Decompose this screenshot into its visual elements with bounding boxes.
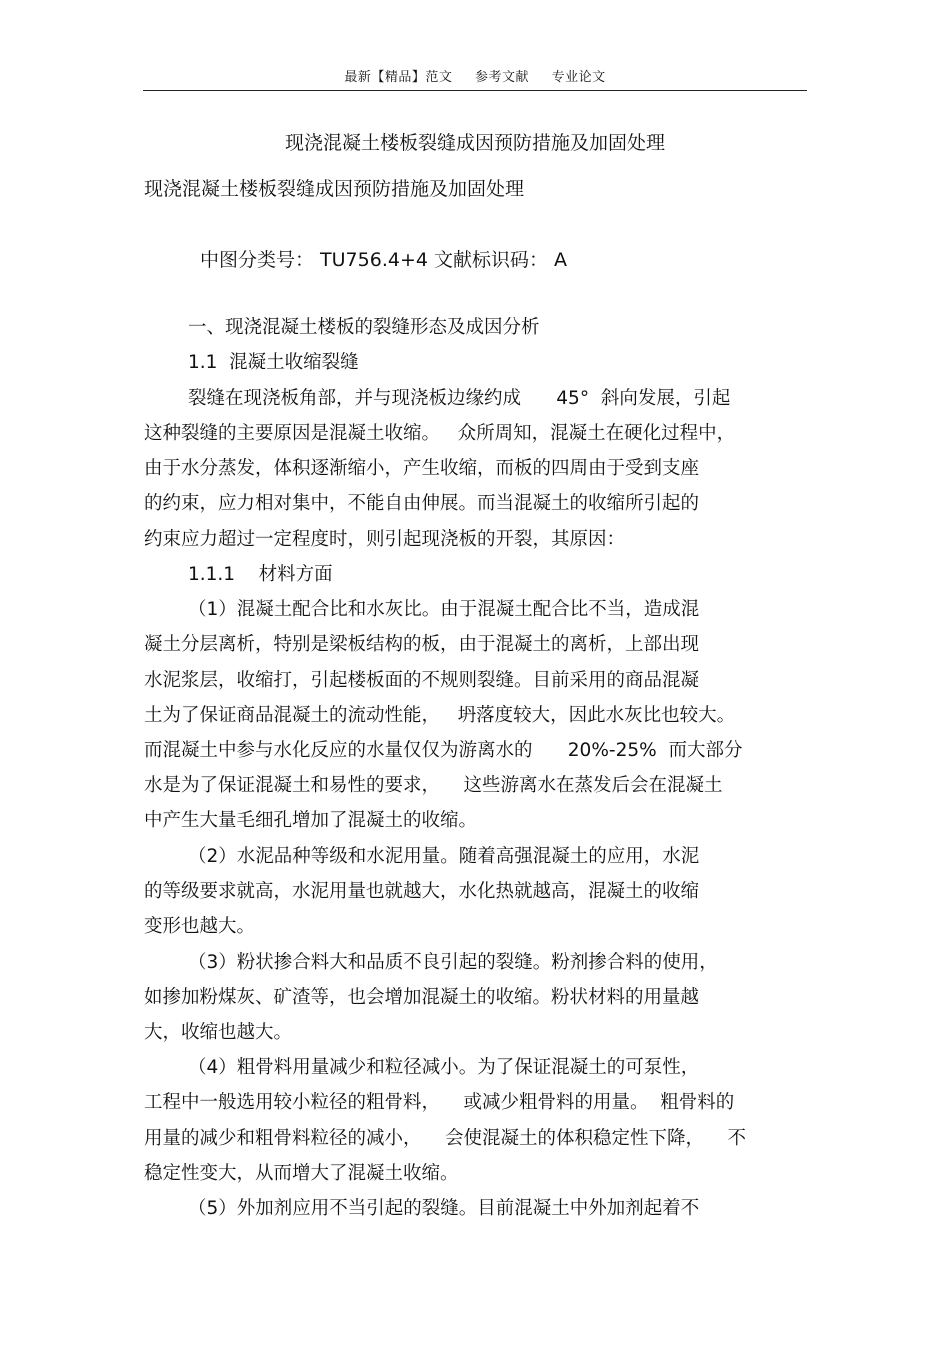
running-header bbox=[0, 66, 950, 85]
paragraph-line: （3）粉状掺合料大和品质不良引起的裂缝。粉剂掺合料的使用， bbox=[188, 952, 718, 973]
subsubsection-heading: 1.1.1 材料方面 bbox=[188, 564, 333, 585]
paragraph-line: 而混凝土中参与水化反应的水量仅仅为游离水的 20%-25% 而大部分 bbox=[144, 740, 743, 761]
section-heading: 一、现浇混凝土楼板的裂缝形态及成因分析 bbox=[188, 317, 540, 338]
paragraph-line: 变形也越大。 bbox=[144, 916, 256, 937]
paragraph-line: 如掺加粉煤灰、矿渣等，也会增加混凝土的收缩。粉状材料的用量越 bbox=[144, 987, 700, 1008]
subsection-heading: 1.1 混凝土收缩裂缝 bbox=[188, 352, 359, 373]
paragraph-line: 稳定性变大，从而增大了混凝土收缩。 bbox=[144, 1163, 459, 1184]
paragraph-line: 约束应力超过一定程度时，则引起现浇板的开裂，其原因： bbox=[144, 529, 626, 550]
paragraph-line: （1）混凝土配合比和水灰比。由于混凝土配合比不当，造成混 bbox=[188, 599, 700, 620]
paragraph-line: 大，收缩也越大。 bbox=[144, 1022, 293, 1043]
paragraph-line: 中产生大量毛细孔增加了混凝土的收缩。 bbox=[144, 810, 478, 831]
paragraph-line: 的等级要求就高，水泥用量也就越大，水化热就越高，混凝土的收缩 bbox=[144, 881, 700, 902]
paragraph-line: 凝土分层离析，特别是梁板结构的板，由于混凝土的离析，上部出现 bbox=[144, 634, 700, 655]
paragraph-line: （4）粗骨料用量减少和粒径减小。为了保证混凝土的可泵性， bbox=[188, 1057, 700, 1078]
document-title-repeat: 现浇混凝土楼板裂缝成因预防措施及加固处理 bbox=[144, 178, 525, 200]
paragraph-line: （5）外加剂应用不当引起的裂缝。目前混凝土中外加剂起着不 bbox=[188, 1198, 700, 1219]
paragraph-line: 的约束，应力相对集中，不能自由伸展。而当混凝土的收缩所引起的 bbox=[144, 493, 700, 514]
header-item-references: 参考文献 bbox=[474, 70, 529, 85]
classification-line: 中图分类号： TU756.4+4 文献标识码： A bbox=[200, 249, 568, 271]
paragraph-line: 工程中一般选用较小粒径的粗骨料， 或减少粗骨料的用量。 粗骨料的 bbox=[144, 1092, 735, 1113]
paragraph-line: 用量的减少和粗骨料粒径的减小， 会使混凝土的体积稳定性下降， 不 bbox=[144, 1128, 747, 1149]
paragraph-line: 这种裂缝的主要原因是混凝土收缩。 众所周知，混凝土在硬化过程中， bbox=[144, 423, 736, 444]
header-item-papers: 专业论文 bbox=[551, 70, 606, 85]
paragraph-line: 水泥浆层，收缩打，引起楼板面的不规则裂缝。目前采用的商品混凝 bbox=[144, 670, 700, 691]
paragraph-line: 裂缝在现浇板角部，并与现浇板边缘约成 45° 斜向发展，引起 bbox=[188, 388, 731, 409]
paragraph-line: （2）水泥品种等级和水泥用量。随着高强混凝土的应用，水泥 bbox=[188, 846, 700, 867]
paragraph-line: 土为了保证商品混凝土的流动性能， 坍落度较大，因此水灰比也较大。 bbox=[144, 705, 736, 726]
paragraph-line: 水是为了保证混凝土和易性的要求， 这些游离水在蒸发后会在混凝土 bbox=[144, 775, 723, 796]
paragraph-line: 由于水分蒸发，体积逐渐缩小，产生收缩，而板的四周由于受到支座 bbox=[144, 458, 700, 479]
header-rule bbox=[143, 90, 807, 91]
document-title: 现浇混凝土楼板裂缝成因预防措施及加固处理 bbox=[284, 132, 665, 154]
header-item-latest: 最新【精品】范文 bbox=[344, 70, 453, 85]
